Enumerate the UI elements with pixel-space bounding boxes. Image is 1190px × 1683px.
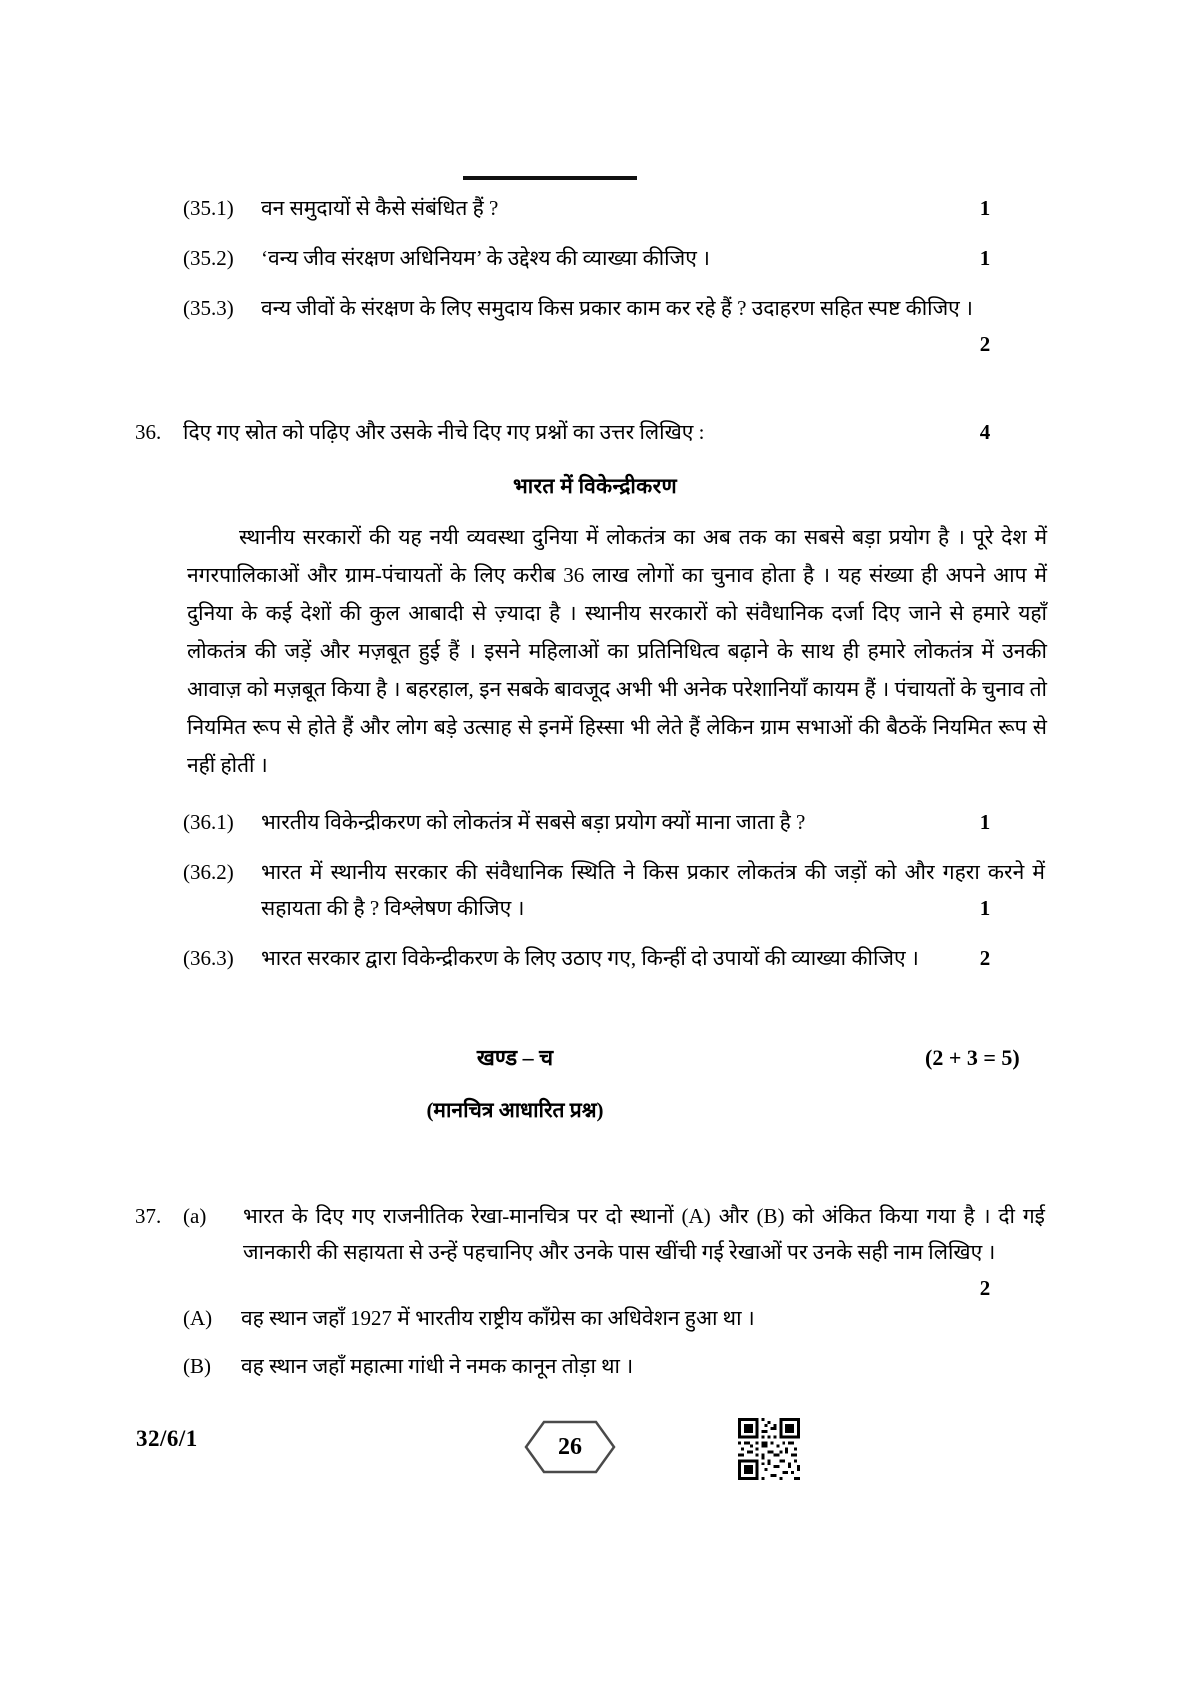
paper-code: 32/6/1 [136,1426,198,1451]
question-marks: 1 [979,196,991,220]
question-number: 36. [135,420,162,444]
question-text: भारत के दिए गए राजनीतिक रेखा-मानचित्र पर दो स्थानों (A) और (B) को अंकित किया गया है । दी गई जानकारी की सहायता से उन्हें पहचानिए और उनके पास खींची गई रेखाओं पर उनके सही नाम लिखिए । [243,1204,1045,1264]
page-number-badge [524,1420,616,1474]
question-text: ‘वन्य जीव संरक्षण अधिनियम’ के उद्देश्य की व्याख्या कीजिए । [261,246,711,270]
section-title: खण्ड – च [476,1045,554,1070]
question-item [135,190,1055,226]
map-item-a [183,1300,1055,1336]
page-content [135,190,1055,1396]
question-number: 37. [135,1204,162,1228]
question-item [135,854,1055,926]
source-title: भारत में विकेन्द्रीकरण [513,474,677,498]
qr-code [738,1418,800,1480]
map-item-label: (A) [183,1306,213,1330]
question-marks: 2 [979,332,991,356]
vertical-spacer [135,340,1055,414]
section-marks: (2 + 3 = 5) [925,1045,1020,1070]
map-item-text: वह स्थान जहाँ महात्मा गांधी ने नमक कानून तोड़ा था । [241,1354,634,1378]
question-label: (a) [183,1204,207,1228]
question-marks: 1 [979,246,991,270]
question-item [135,804,1055,840]
question-marks: 1 [979,896,991,920]
question-text: भारतीय विकेन्द्रीकरण को लोकतंत्र में सबसे बड़ा प्रयोग क्यों माना जाता है ? [261,810,806,834]
question-label: (36.1) [183,810,234,834]
question-label: (35.2) [183,246,234,270]
question-text: वन्य जीवों के संरक्षण के लिए समुदाय किस प्रकार काम कर रहे हैं ? उदाहरण सहित स्पष्ट कीजिए । [261,296,973,320]
question-marks: 4 [979,420,991,444]
question-label: (35.3) [183,296,234,320]
vertical-spacer [135,1284,1055,1300]
map-item-label: (B) [183,1354,211,1378]
question-label: (35.1) [183,196,234,220]
question-label: (36.2) [183,860,234,884]
question-text: वन समुदायों से कैसे संबंधित हैं ? [261,196,499,220]
question-item [135,290,1055,356]
map-item-b [183,1348,1055,1384]
question-item [135,240,1055,276]
page-number: 26 [558,1434,582,1460]
question-marks: 2 [979,1276,991,1300]
map-item-text: वह स्थान जहाँ 1927 में भारतीय राष्ट्रीय काँग्रेस का अधिवेशन हुआ था । [241,1306,755,1330]
question-37 [135,1198,1055,1300]
question-item [135,940,1055,976]
page-footer [0,1420,1190,1500]
question-36 [135,414,1055,450]
top-divider-rule [463,176,637,180]
question-label: (36.3) [183,946,234,970]
question-marks: 1 [979,810,991,834]
question-stem: दिए गए स्रोत को पढ़िए और उसके नीचे दिए गए प्रश्नों का उत्तर लिखिए : [183,420,705,444]
question-marks: 2 [979,946,991,970]
section-subtitle: (मानचित्र आधारित प्रश्न) [426,1098,604,1122]
question-text: भारत में स्थानीय सरकार की संवैधानिक स्थिति ने किस प्रकार लोकतंत्र की जड़ों को और गहरा करने में सहायता की है ? विश्लेषण कीजिए । [261,860,1045,920]
vertical-spacer [135,1124,1055,1198]
section-header [135,1038,1055,1078]
source-passage: स्थानीय सरकारों की यह नयी व्यवस्था दुनिया में लोकतंत्र का अब तक का सबसे बड़ा प्रयोग है । पूरे देश में नगरपालिकाओं और ग्राम-पंचायतों के लिए करीब 36 लाख लोगों का चुनाव होता है । यह संख्या ही अपने आप में दुनिया के कई देशों की कुल आबादी से ज़्यादा है । स्थानीय सरकारों को संवैधानिक दर्जा दिए जाने से हमारे यहाँ लोकतंत्र की जड़ें और मज़बूत हुई हैं । इसने महिलाओं का प्रतिनिधित्व बढ़ाने के साथ ही हमारे लोकतंत्र में उनकी आवाज़ को मज़बूत किया है । बहरहाल, इन सबके बावजूद अभी भी अनेक परेशानियाँ कायम हैं । पंचायतों के चुनाव तो नियमित रूप से होते हैं और लोग बड़े उत्साह से इनमें हिस्सा भी लेते हैं लेकिन ग्राम सभाओं की बैठकें नियमित रूप से नहीं होतीं । [187,525,1047,777]
question-text: भारत सरकार द्वारा विकेन्द्रीकरण के लिए उठाए गए, किन्हीं दो उपायों की व्याख्या कीजिए । [261,946,919,970]
